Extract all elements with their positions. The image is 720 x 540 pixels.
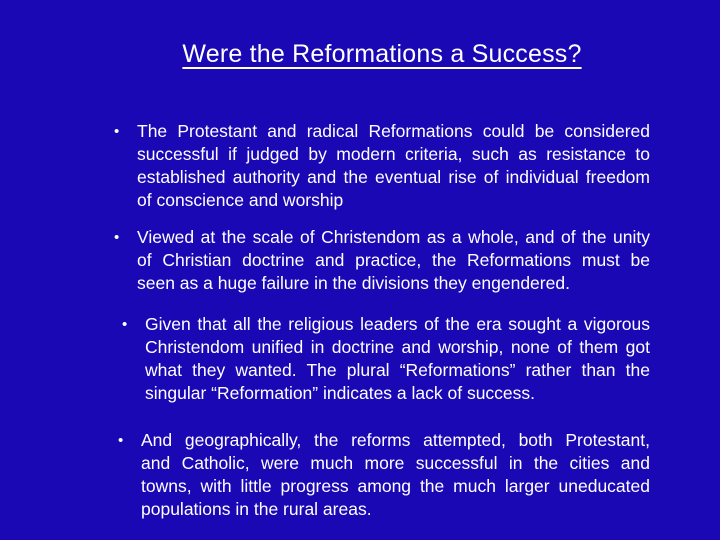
bullet-item bbox=[120, 313, 650, 405]
bullet-line: towns, with little progress among the much larger uneducated bbox=[141, 476, 650, 496]
bullet-item bbox=[112, 226, 650, 295]
bullet-line: established authority and the eventual rise of individual freedom bbox=[137, 167, 650, 187]
bullet-line: and Catholic, were much more successful in the cities and bbox=[141, 453, 650, 473]
bullet-dot: • bbox=[114, 229, 120, 246]
bullet-line: seen as a huge failure in the divisions they engendered. bbox=[137, 273, 570, 293]
bullet-dot: • bbox=[118, 432, 124, 449]
bullet-line: Given that all the religious leaders of the era sought a vigorous bbox=[145, 314, 650, 334]
bullet-dot: • bbox=[122, 316, 128, 333]
bullet-line: of conscience and worship bbox=[137, 190, 344, 210]
bullet-line: of Christian doctrine and practice, the Reformations must be bbox=[137, 250, 650, 270]
bullet-line: populations in the rural areas. bbox=[141, 499, 372, 519]
slide-title: Were the Reformations a Success? bbox=[182, 40, 582, 68]
bullet-list bbox=[112, 120, 650, 521]
bullet-line: what they wanted. The plural “Reformations” rather than the bbox=[145, 360, 650, 380]
title-area bbox=[0, 38, 720, 70]
bullet-line: singular “Reformation” indicates a lack of success. bbox=[145, 383, 536, 403]
bullet-dot: • bbox=[114, 123, 120, 140]
bullet-line: And geographically, the reforms attempted, both Protestant, bbox=[141, 430, 650, 450]
bullet-line: Christendom unified in doctrine and worship, none of them got bbox=[145, 337, 650, 357]
bullet-line: successful if judged by modern criteria, such as resistance to bbox=[137, 144, 650, 164]
bullet-item bbox=[112, 120, 650, 212]
bullet-item bbox=[116, 429, 650, 521]
bullet-line: Viewed at the scale of Christendom as a whole, and of the unity bbox=[137, 227, 650, 247]
bullet-line: The Protestant and radical Reformations could be considered bbox=[137, 121, 650, 141]
